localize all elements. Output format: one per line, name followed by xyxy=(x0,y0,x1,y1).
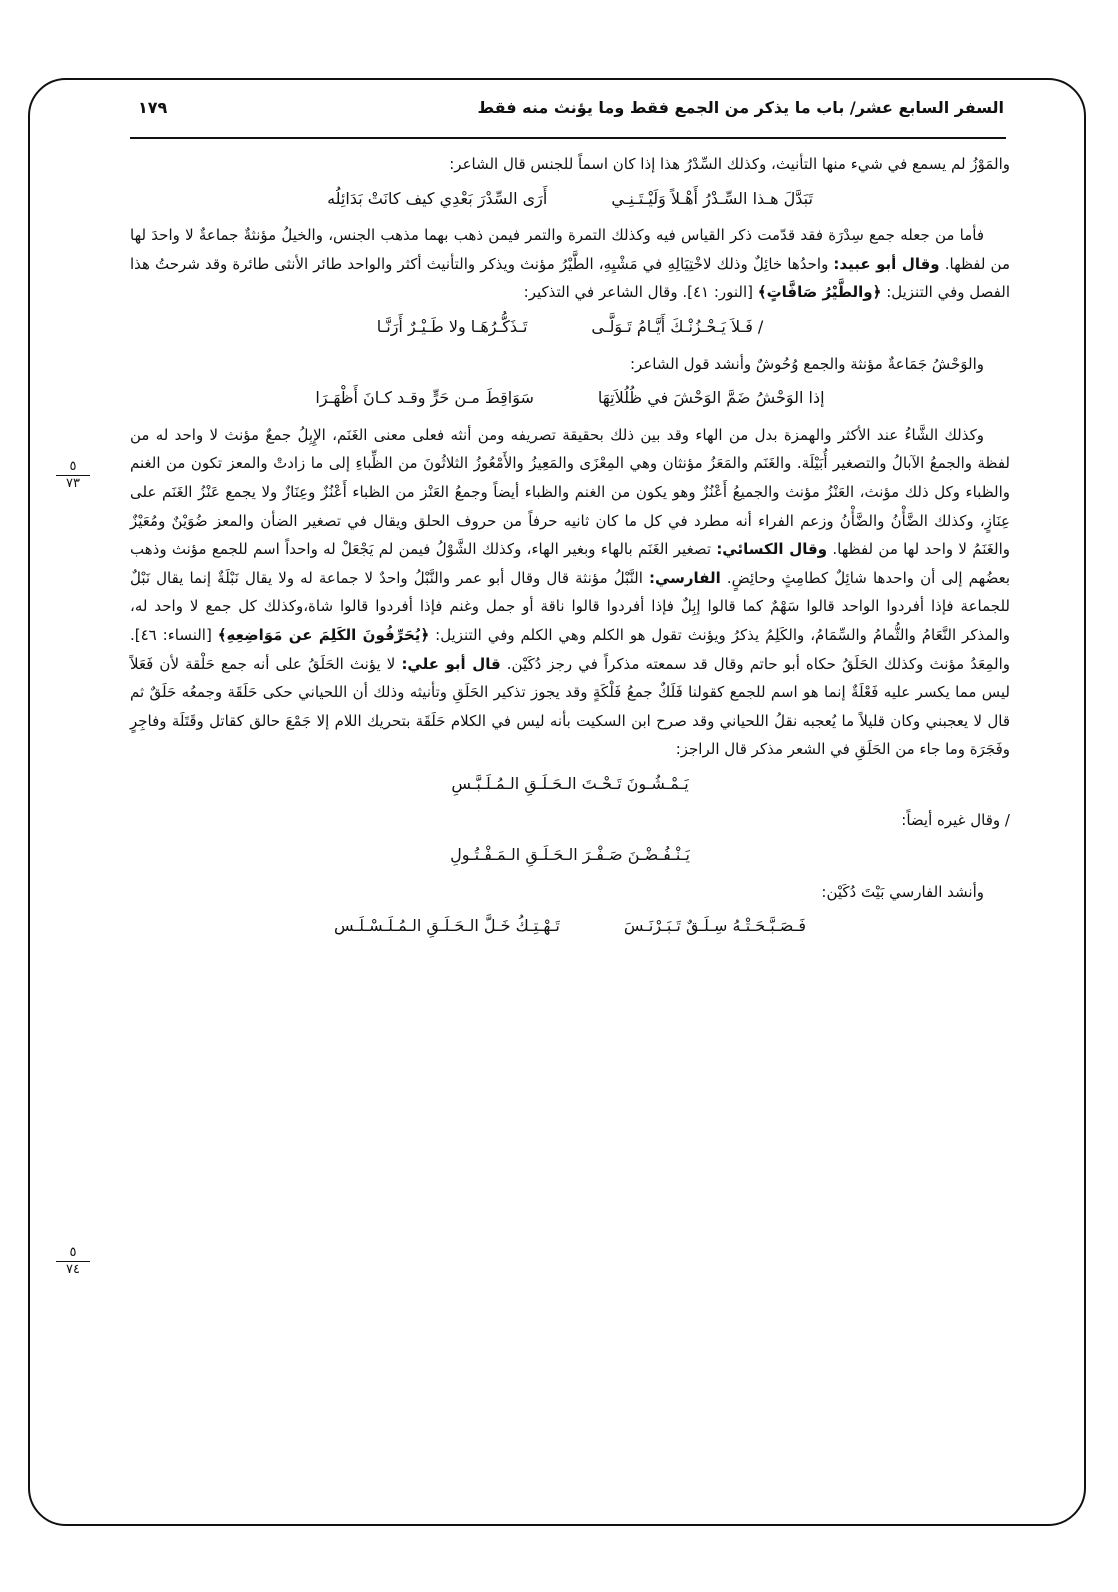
speaker-label: الفارسي: xyxy=(648,568,721,587)
quran-quote: ﴿والطَّيْرُ صَافَّاتٍ﴾ xyxy=(757,283,882,302)
speaker-label: وقال الكسائي: xyxy=(716,540,828,559)
verse xyxy=(130,384,1010,413)
verse xyxy=(130,912,1010,941)
text-run: واحدُها خائِلٌ وذلك لاخْتِيَالِهِ في مَشْيِهِ، الطَّيْرُ مؤنث ويذكر والتأنيث أكثر والواحد طائر الأنثى طائرة وقد شرحتُ هذا الفصل وفي التنزيل: xyxy=(130,254,1010,302)
verse-hemistich-left: أَرَى السِّدْرَ بَعْدِي كيف كانَتْ بَدَائِلُه xyxy=(327,188,548,208)
verse-hemistich-left: تَـذَكُّـرُهَـا ولا طَـيْـرٌ أَرَنَّـا xyxy=(376,316,528,336)
marker-top: ٥ xyxy=(69,459,77,474)
main-text xyxy=(130,150,1010,949)
running-title: السفر السابع عشر/ باب ما يذكر من الجمع فقط وما يؤنث منه فقط xyxy=(477,98,1004,117)
marker-bottom: ٧٣ xyxy=(66,476,80,491)
text-run: [النور: ٤١]. وقال الشاعر في التذكير: xyxy=(523,283,758,302)
marker-bottom: ٧٤ xyxy=(66,1262,80,1277)
paragraph xyxy=(130,221,1010,307)
verse-hemistich-left: سَوَاقِطَ مـن حَرٍّ وقـد كـانَ أَظْهَـرَا xyxy=(315,388,534,408)
header-rule xyxy=(130,137,1006,139)
text-run: [النساء: ٤٦]. والمِعَدُ مؤنث وكذلك الحَلَقُ حكاه أبو حاتم وقال قد سمعته مذكراً في رجز دُكَيْن. xyxy=(130,625,1011,673)
speaker-label: قال أبو علي: xyxy=(401,654,501,673)
paragraph xyxy=(130,421,1010,764)
page-number: ١٧٩ xyxy=(138,98,168,117)
verse xyxy=(130,313,1010,342)
margin-marker xyxy=(56,1246,90,1277)
verse-line: يَـمْـشُـونَ تَـحْـتَ الـحَـلَـقِ الـمُـلَـبَّـسِ xyxy=(451,773,689,793)
paragraph: / وقال غيره أيضاً: xyxy=(901,811,1010,830)
quran-quote: ﴿يُحَرِّفُونَ الكَلِمَ عن مَوَاضِعِهِ﴾ xyxy=(217,625,430,644)
text-run: فأما من جعله جمع سِدْرَة فقد قدّمت ذكر القياس فيه وكذلك التمرة والتمر فيمن ذهب بهما مذهب الجنس، والخيلُ مؤنثةٌ جماعةٌ لا واحدَ لها من لفظها. xyxy=(130,226,1010,273)
verse-hemistich-right: / فَـلاَ يَـحْـزُنْـكَ أَيَّـامُ تَـوَلَّـى xyxy=(591,316,764,336)
verse-hemistich-right: إذا الوَحْشُ ضَمَّ الوَحْشَ في ظُلُلاَتِهَا xyxy=(597,388,825,408)
verse xyxy=(130,841,1010,870)
verse xyxy=(130,770,1010,799)
speaker-label: وقال أبو عبيد: xyxy=(833,254,940,273)
text-run: وكذلك الشَّاءُ عند الأكثر والهمزة بدل من الهاء وقد بين ذلك بحقيقة تصريفه ومن أنثه فعلى معنى الغَنَم، الإِبِلُ جمعٌ مؤنث لا واحد له من لفظة والجمعُ الآبالُ والتصغير أُبَيْلَة. والغَنَم والمَعَزُ مؤنثان وهي المِعْزَى والمَعِيزُ والأَمْعُوزُ الثلاثُونَ من الظِّباءِ إلى ما زادتْ والمعز تكون من الغنم والظباء وكل ذلك مؤنث، العَنْزُ مؤنث والجميعُ أَعْنُزٌ وهو يكون من الغنم والظباء أيضاً وجمعُ العَنْز من الظباء أَعْنُزٌ وعِنَازٌ ولا يجمع عَنْزُ الغَنَم على عِنَازٍ، وكذلك الضَّأْنُ والضَّأْنُ وزعم الفراء أنه مطرد في كل ما كان ثانيه حرفاً من حروف الحلق ويقال في تصغير الضأن والمعز ضُوَيْنٌ ومُعَيْزٌ والغَنَمُ لا واحد لها من لفظها. xyxy=(130,425,1011,559)
verse xyxy=(130,185,1010,214)
paragraph: وأنشد الفارسي بَيْتَ دُكَيْن: xyxy=(821,882,984,901)
text-run: تصغير الغَنَم بالهاء وبغير الهاء، وكذلك الشَّوْلُ فيمن لم يَجْعَلْ له واحداً اسم للجمع مؤنث وذهب بعضُهم إلى أن واحدها شائِلٌ كطامِثٍ وحائِضٍ. xyxy=(130,540,1010,587)
verse-line: يَـنْـفُـضْـنَ صَـفْـرَ الـحَـلَـقِ الـمَـفْـتُـولِ xyxy=(450,845,690,865)
paragraph: والمَوْزُ لم يسمع في شيء منها التأنيث، وكذلك السِّدْرُ هذا إذا كان اسماً للجنس قال الشاعر: xyxy=(449,155,1010,173)
marker-top: ٥ xyxy=(69,1245,77,1260)
verse-hemistich-right: تَبَدَّلَ هـذا السِّـدْرُ أَهْـلاً وَلَيْـتَـنِـي xyxy=(611,188,813,208)
text-run: لا يؤنث الحَلَقُ على أنه جمع حَلْقة لأن فَعَلاً ليس مما يكسر عليه فَعْلَةٌ إنما هو اسم للجمع كقولنا فَلَكٌ جمعُ فَلْكَةٍ وقد يجوز تذكير الحَلَقِ وتأنيثه وذلك أن اللحياني حكى حَلَقَة وجمعُه حَلَقٌ ثم قال لا يعجبني وكان قليلاً ما يُعجبه نقلُ اللحياني وقد صرح ابن السكيت بأنه ليس في الكلام حَلَقَة بتحريك اللام إلا جَمْعَ حالق كقاتل وقَتَلَة وفاجِرٍ وفَجَرَة وما جاء من الحَلَقِ في الشعر مذكر قال الراجز: xyxy=(130,654,1010,759)
verse-hemistich-right: فَـصَـبَّـحَـتْـهُ سِـلَـقٌ تَـبَـرْنَـسَ xyxy=(623,916,806,936)
paragraph: والوَحْشُ جَمَاعةٌ مؤنثة والجمع وُحُوشٌ وأنشد قول الشاعر: xyxy=(629,354,984,373)
verse-hemistich-left: تَـهْـتِـكُ خَـلَّ الـحَـلَـقِ الـمُـلَـسْـلَـس xyxy=(334,916,560,936)
text-run: النَّبْلُ مؤنثة قال وقال أبو عمر والنَّبْلُ واحدٌ لا جماعة له ولا يقال نَبْلَةٌ إنما يقال نَبْلٌ للجماعة فإذا أفردوا الواحد قالوا سَهْمٌ كما قالوا إبِلٌ فإذا أفردوا قالوا ناقة أو جمل وغنم فإذا أفردوا قالوا شاة،وكذلك كل جمع لا واحد له، والمذكر النَّعَامُ والثُّمامُ والسِّمَامُ، والكَلِمُ يذكرُ ويؤنث تقول هو الكلم وهي الكلم وفي التنزيل: xyxy=(130,568,1010,644)
margin-marker xyxy=(56,460,90,491)
